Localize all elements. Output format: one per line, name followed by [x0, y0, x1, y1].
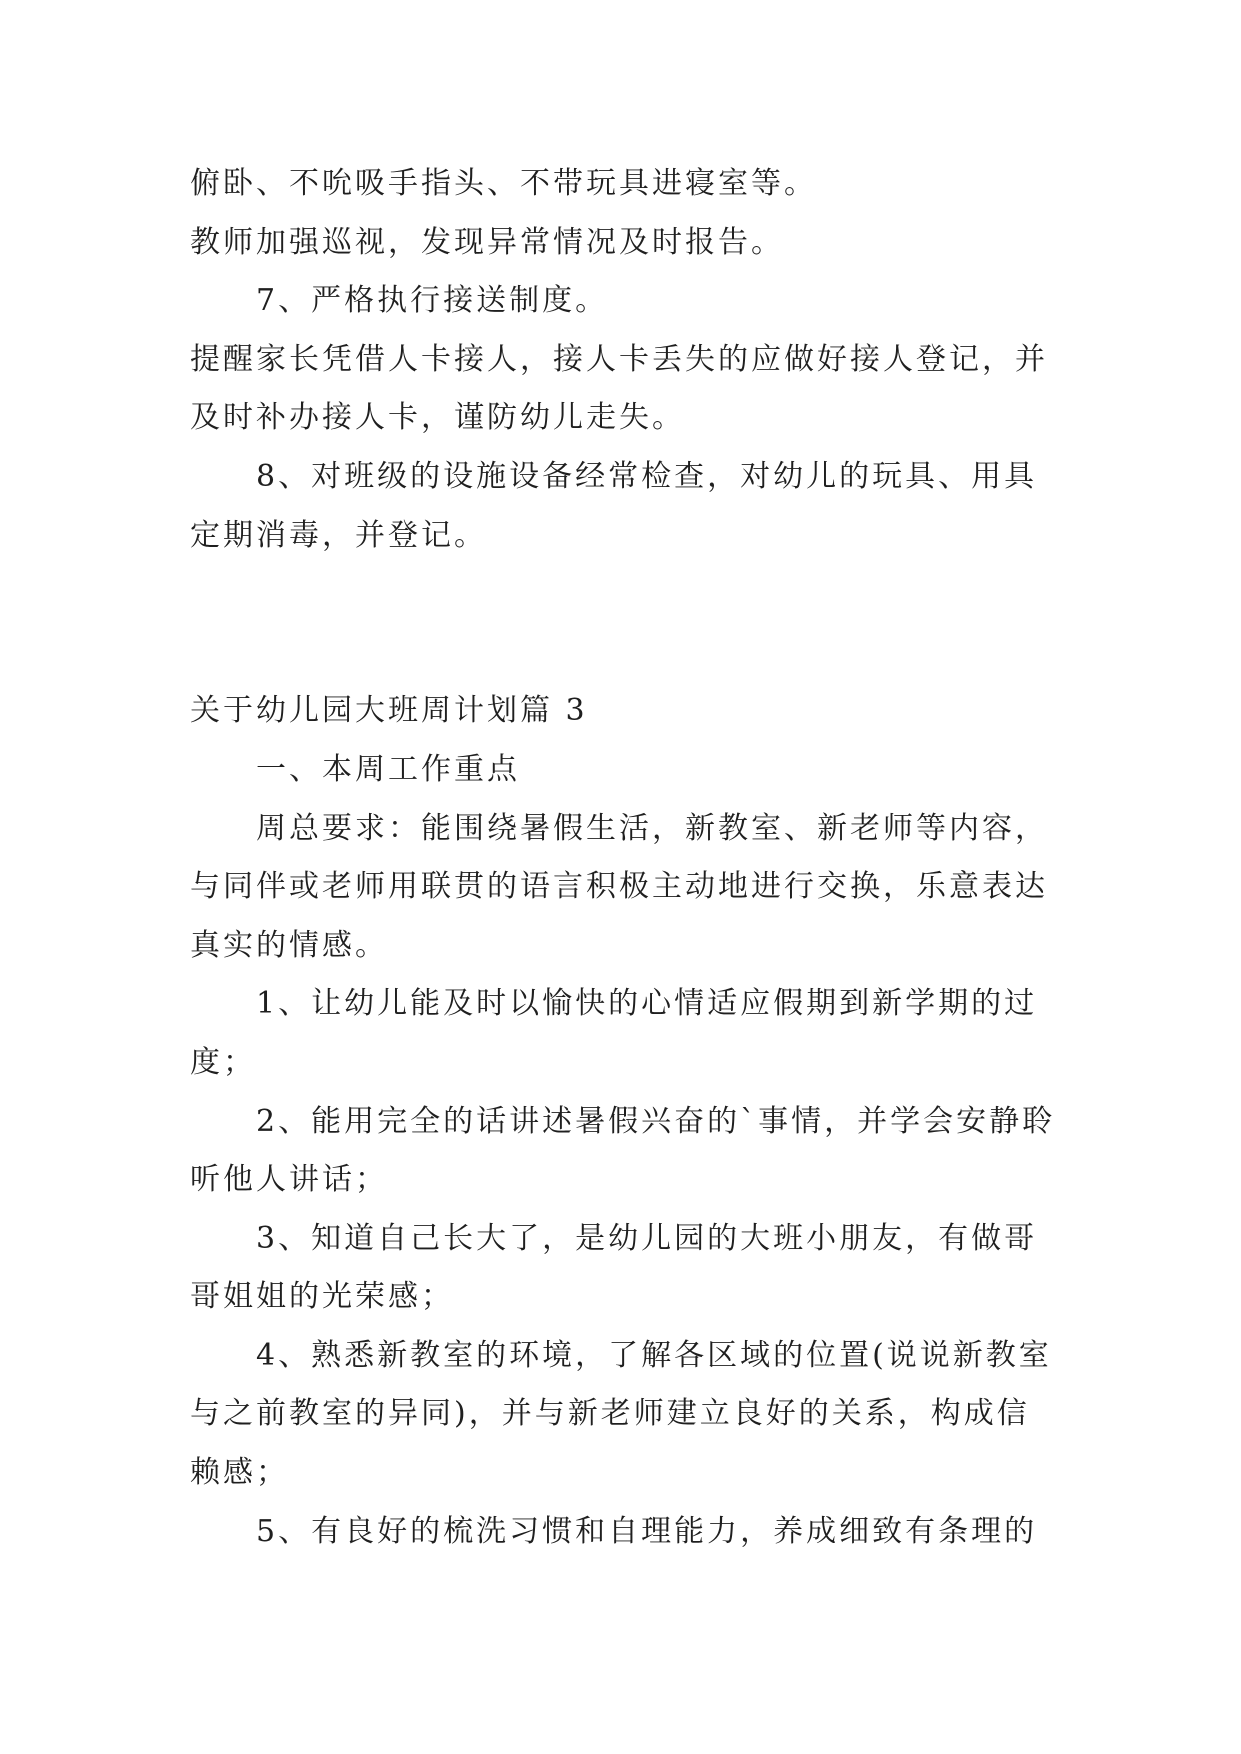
text-line: 及时补办接人卡，谨防幼儿走失。 — [190, 400, 685, 436]
text-line: 5、有良好的梳洗习惯和自理能力，养成细致有条理的 — [256, 1513, 1038, 1549]
text-line: 3、知道自己长大了，是幼儿园的大班小朋友，有做哥 — [256, 1220, 1038, 1256]
text-line: 8、对班级的设施设备经常检查，对幼儿的玩具、用具 — [256, 458, 1038, 494]
text-line: 听他人讲话； — [190, 1162, 388, 1198]
text-line: 4、熟悉新教室的环境，了解各区域的位置(说说新教室 — [256, 1337, 1052, 1373]
text-line: 教师加强巡视，发现异常情况及时报告。 — [190, 224, 784, 260]
text-line: 真实的情感。 — [190, 927, 388, 963]
text-line: 与之前教室的异同)，并与新老师建立良好的关系，构成信 — [190, 1396, 1030, 1432]
text-line: 7、严格执行接送制度。 — [256, 283, 609, 319]
text-line: 一、本周工作重点 — [256, 751, 520, 787]
text-line: 哥姐姐的光荣感； — [190, 1279, 454, 1315]
text-line: 定期消毒，并登记。 — [190, 517, 487, 553]
section-block — [190, 682, 1091, 1561]
text-line: 赖感； — [190, 1455, 289, 1491]
text-line: 与同伴或老师用联贯的语言积极主动地进行交换，乐意表达 — [190, 869, 1048, 905]
text-line: 1、让幼儿能及时以愉快的心情适应假期到新学期的过 — [256, 986, 1038, 1022]
continued-text-block — [190, 155, 1091, 565]
text-line: 提醒家长凭借人卡接人，接人卡丢失的应做好接人登记，并 — [190, 341, 1048, 377]
text-line: 俯卧、不吮吸手指头、不带玩具进寝室等。 — [190, 166, 817, 201]
text-line: 周总要求：能围绕暑假生活，新教室、新老师等内容， — [256, 810, 1048, 846]
text-line: 度； — [190, 1044, 256, 1080]
text-line: 2、能用完全的话讲述暑假兴奋的`事情，并学会安静聆 — [256, 1103, 1056, 1139]
section-heading: 关于幼儿园大班周计划篇 3 — [190, 693, 588, 729]
